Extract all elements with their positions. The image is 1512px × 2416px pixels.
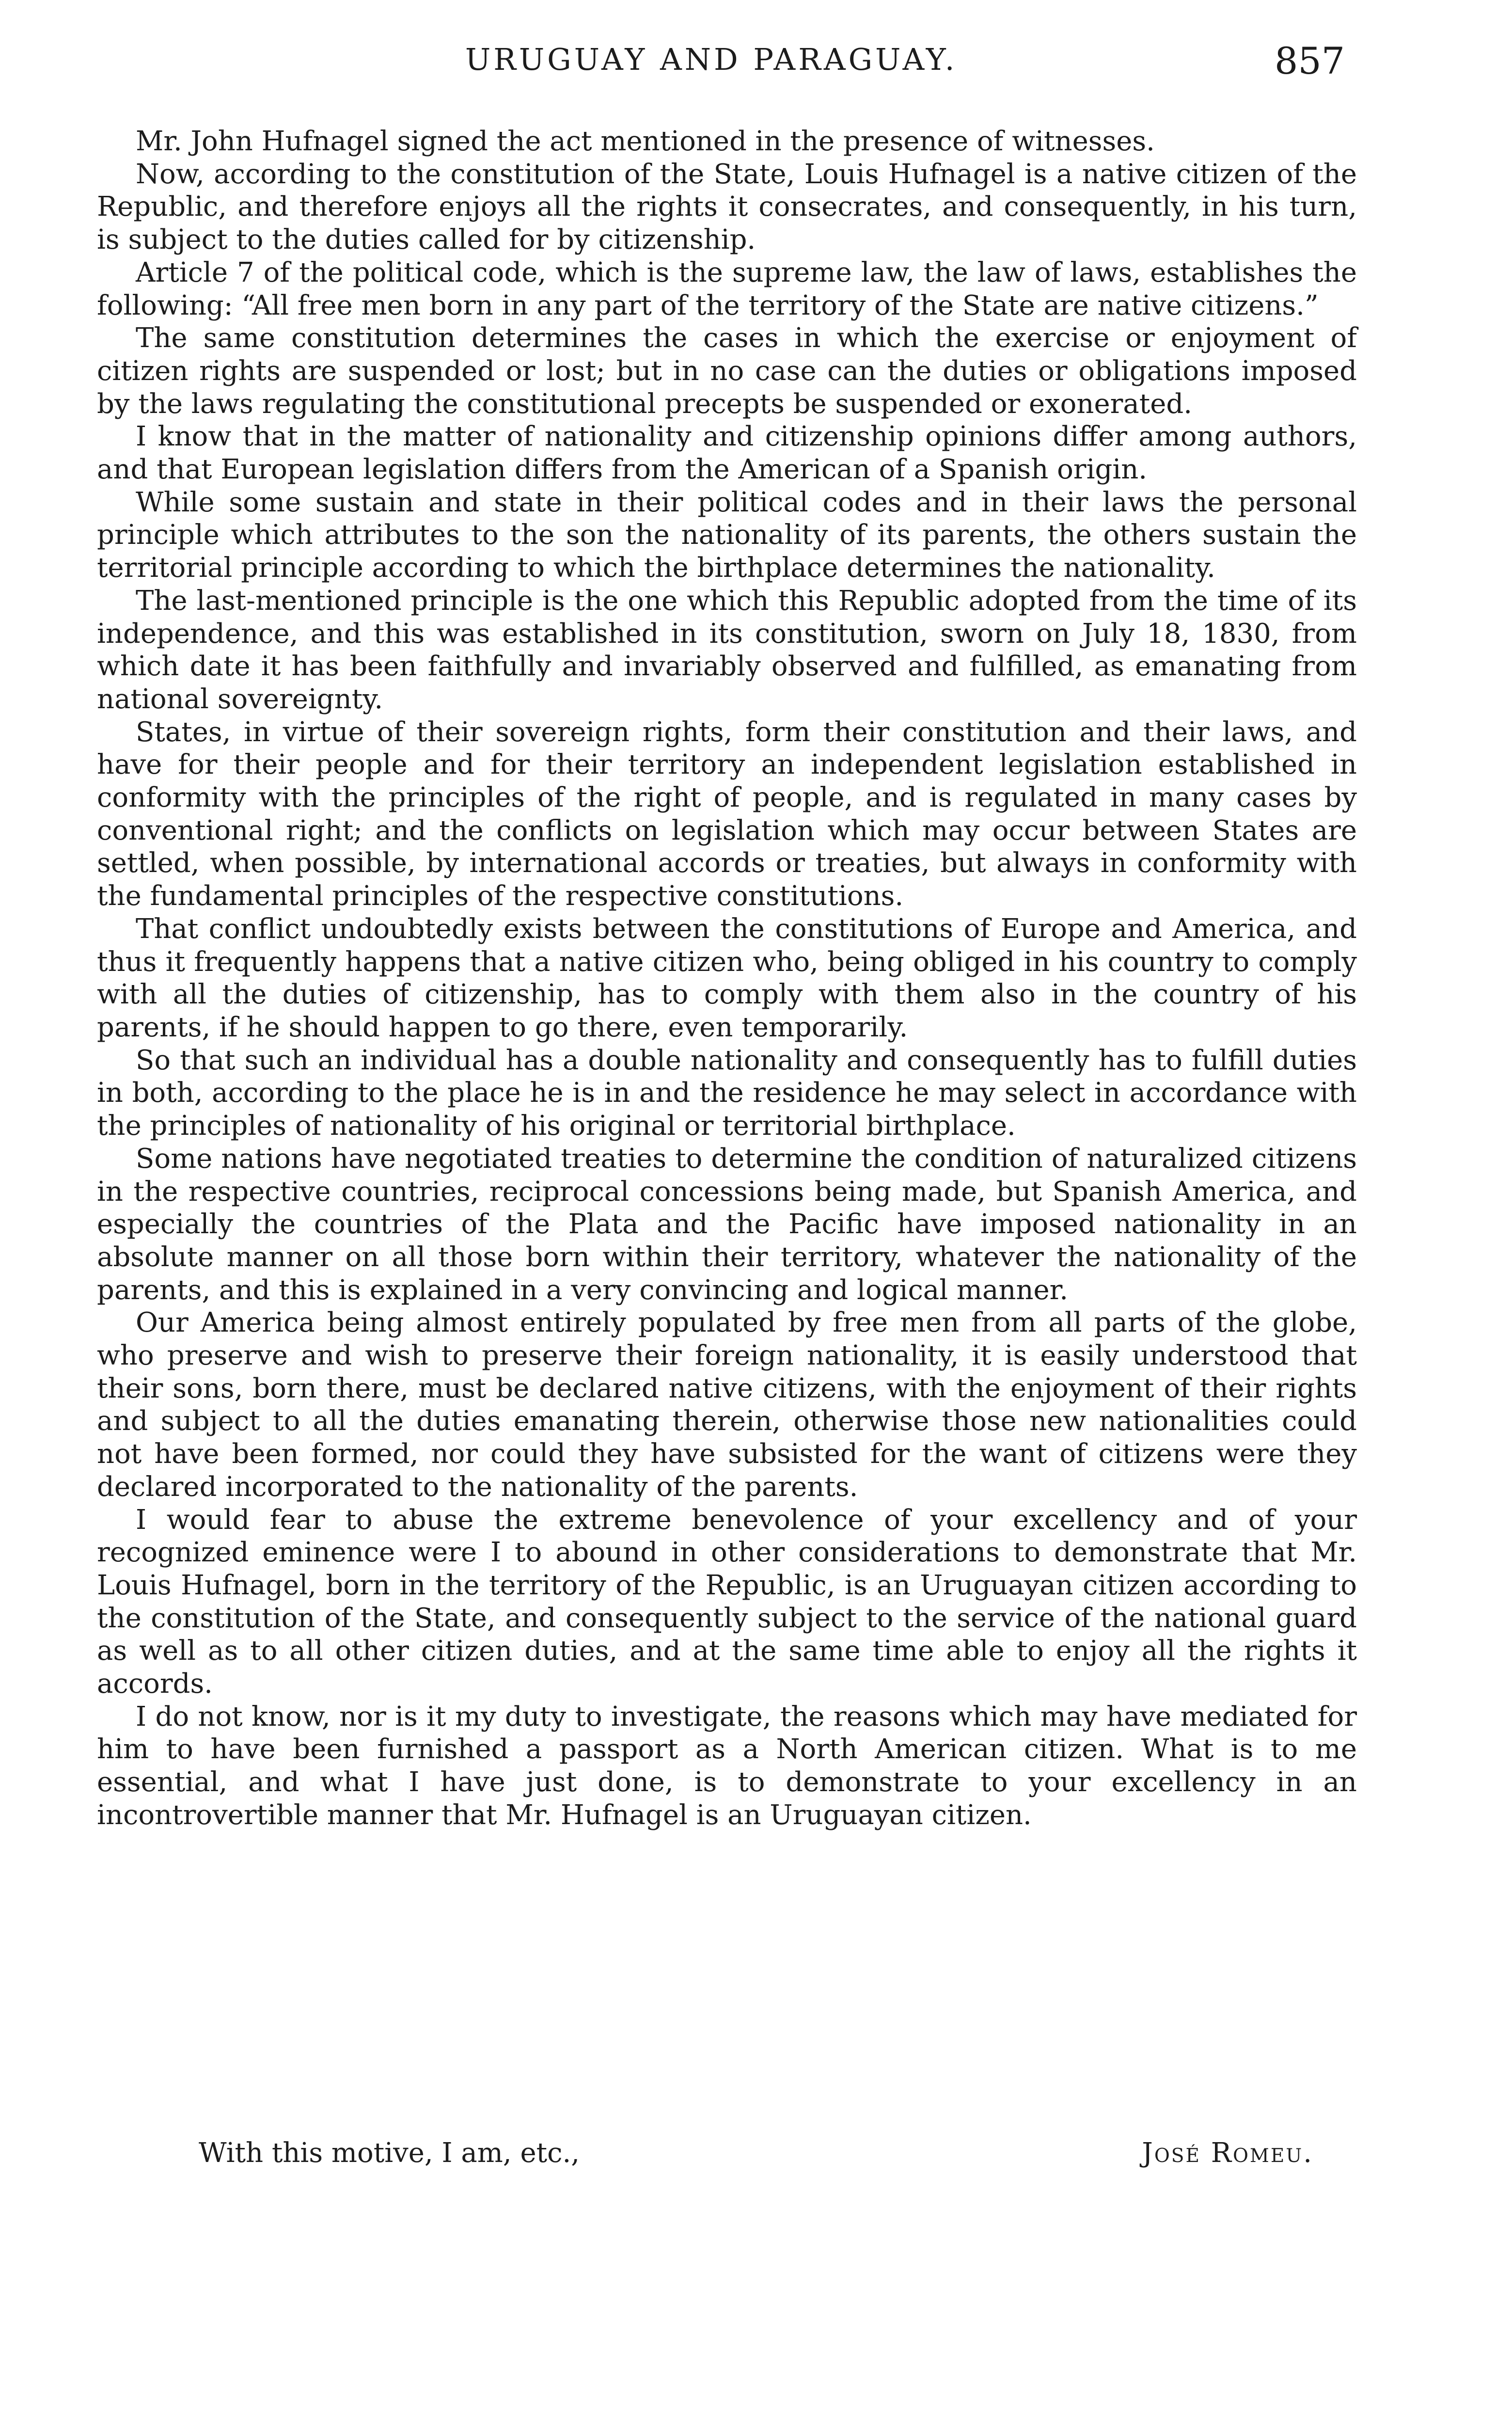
paragraph: That conflict undoubtedly exists between the constitutions of Europe and America, and thus it frequently happens that a native citizen who, being obliged in his country to comply with all the duties of citizenship, has to comply with them also in the country of his parents, if he should happen to go there, even temporarily. (97, 913, 1357, 1043)
paragraph: While some sustain and state in their political codes and in their laws the personal principle which attributes to the son the nationality of its parents, the others sustain the territorial principle according to which the birthplace determines the nationality. (97, 486, 1357, 584)
paragraph: I do not know, nor is it my duty to investigate, the reasons which may have mediated for him to have been furnished a passport as a North American citizen. What is to me essential, and what I have just done, is to demonstrate to your excellency in an incontrovertible manner that Mr. Hufnagel is an Uruguayan citizen. (97, 1701, 1357, 1831)
paragraph: Some nations have negotiated treaties to determine the condition of naturalized citizens in the respective countries, reciprocal concessions being made, but Spanish America, and especially the countries of the Plata and the Pacific have imposed nationality in an absolute manner on all those born within their territory, whatever the nationality of the parents, and this is explained in a very convincing and logical manner. (97, 1143, 1357, 1306)
paragraph: The last-mentioned principle is the one which this Republic adopted from the time of its independence, and this was established in its constitution, sworn on July 18, 1830, from which date it has been faithfully and invariably observed and fulfilled, as emanating from national sovereignty. (97, 585, 1357, 715)
page-number: 857 (1275, 39, 1345, 82)
signature: José Romeu. (1142, 2137, 1313, 2169)
paragraph: Mr. John Hufnagel signed the act mentioned in the presence of witnesses. (136, 126, 1155, 157)
paragraph: I would fear to abuse the extreme benevolence of your excellency and of your recognized eminence were I to abound in other considerations to demonstrate that Mr. Louis Hufnagel, born in the territory of the Republic, is an Uruguayan citizen according to the constitution of the State, and consequently subject to the service of the national guard as well as to all other citizen duties, and at the same time able to enjoy all the rights it accords. (97, 1504, 1357, 1700)
paragraph: I know that in the matter of nationality and citizenship opinions differ among authors, and that European legislation differs from the American of a Spanish origin. (97, 421, 1357, 486)
running-title: URUGUAY AND PARAGUAY. (465, 42, 958, 77)
closing-row (97, 2137, 1357, 2176)
paragraph: So that such an individual has a double nationality and consequently has to fulfill duties in both, according to the place he is in and the residence he may select in accordance with the principles of nationality of his original or territorial birthplace. (97, 1044, 1357, 1142)
paragraph: Now, according to the constitution of the State, Louis Hufnagel is a native citizen of the Republic, and therefore enjoys all the rights it consecrates, and consequently, in his turn, is subject to the duties called for by citizenship. (97, 158, 1357, 256)
paragraph: Article 7 of the political code, which is the supreme law, the law of laws, establishes the following: “All free men born in any part of the territory of the State are native citizens.” (97, 256, 1357, 321)
paragraph: States, in virtue of their sovereign rights, form their constitution and their laws, and have for their people and for their territory an independent legislation established in conformity with the principles of the right of people, and is regulated in many cases by conventional right; and the conflicts on legislation which may occur between States are settled, when possible, by international accords or treaties, but always in conformity with the fundamental principles of the respective constitutions. (97, 716, 1357, 912)
closing-line: With this motive, I am, etc., (199, 2137, 580, 2169)
paragraph: The same constitution determines the cases in which the exercise or enjoyment of citizen rights are suspended or lost; but in no case can the duties or obligations imposed by the laws regulating the constitutional precepts be suspended or exonerated. (97, 322, 1357, 420)
paragraph: Our America being almost entirely populated by free men from all parts of the globe, who preserve and wish to preserve their foreign nationality, it is easily understood that their sons, born there, must be declared native citizens, with the enjoyment of their rights and subject to all the duties emanating therein, otherwise those new nationalities could not have been formed, nor could they have subsisted for the want of citizens were they declared incorporated to the nationality of the parents. (97, 1307, 1357, 1503)
letter-body (97, 125, 1357, 1832)
